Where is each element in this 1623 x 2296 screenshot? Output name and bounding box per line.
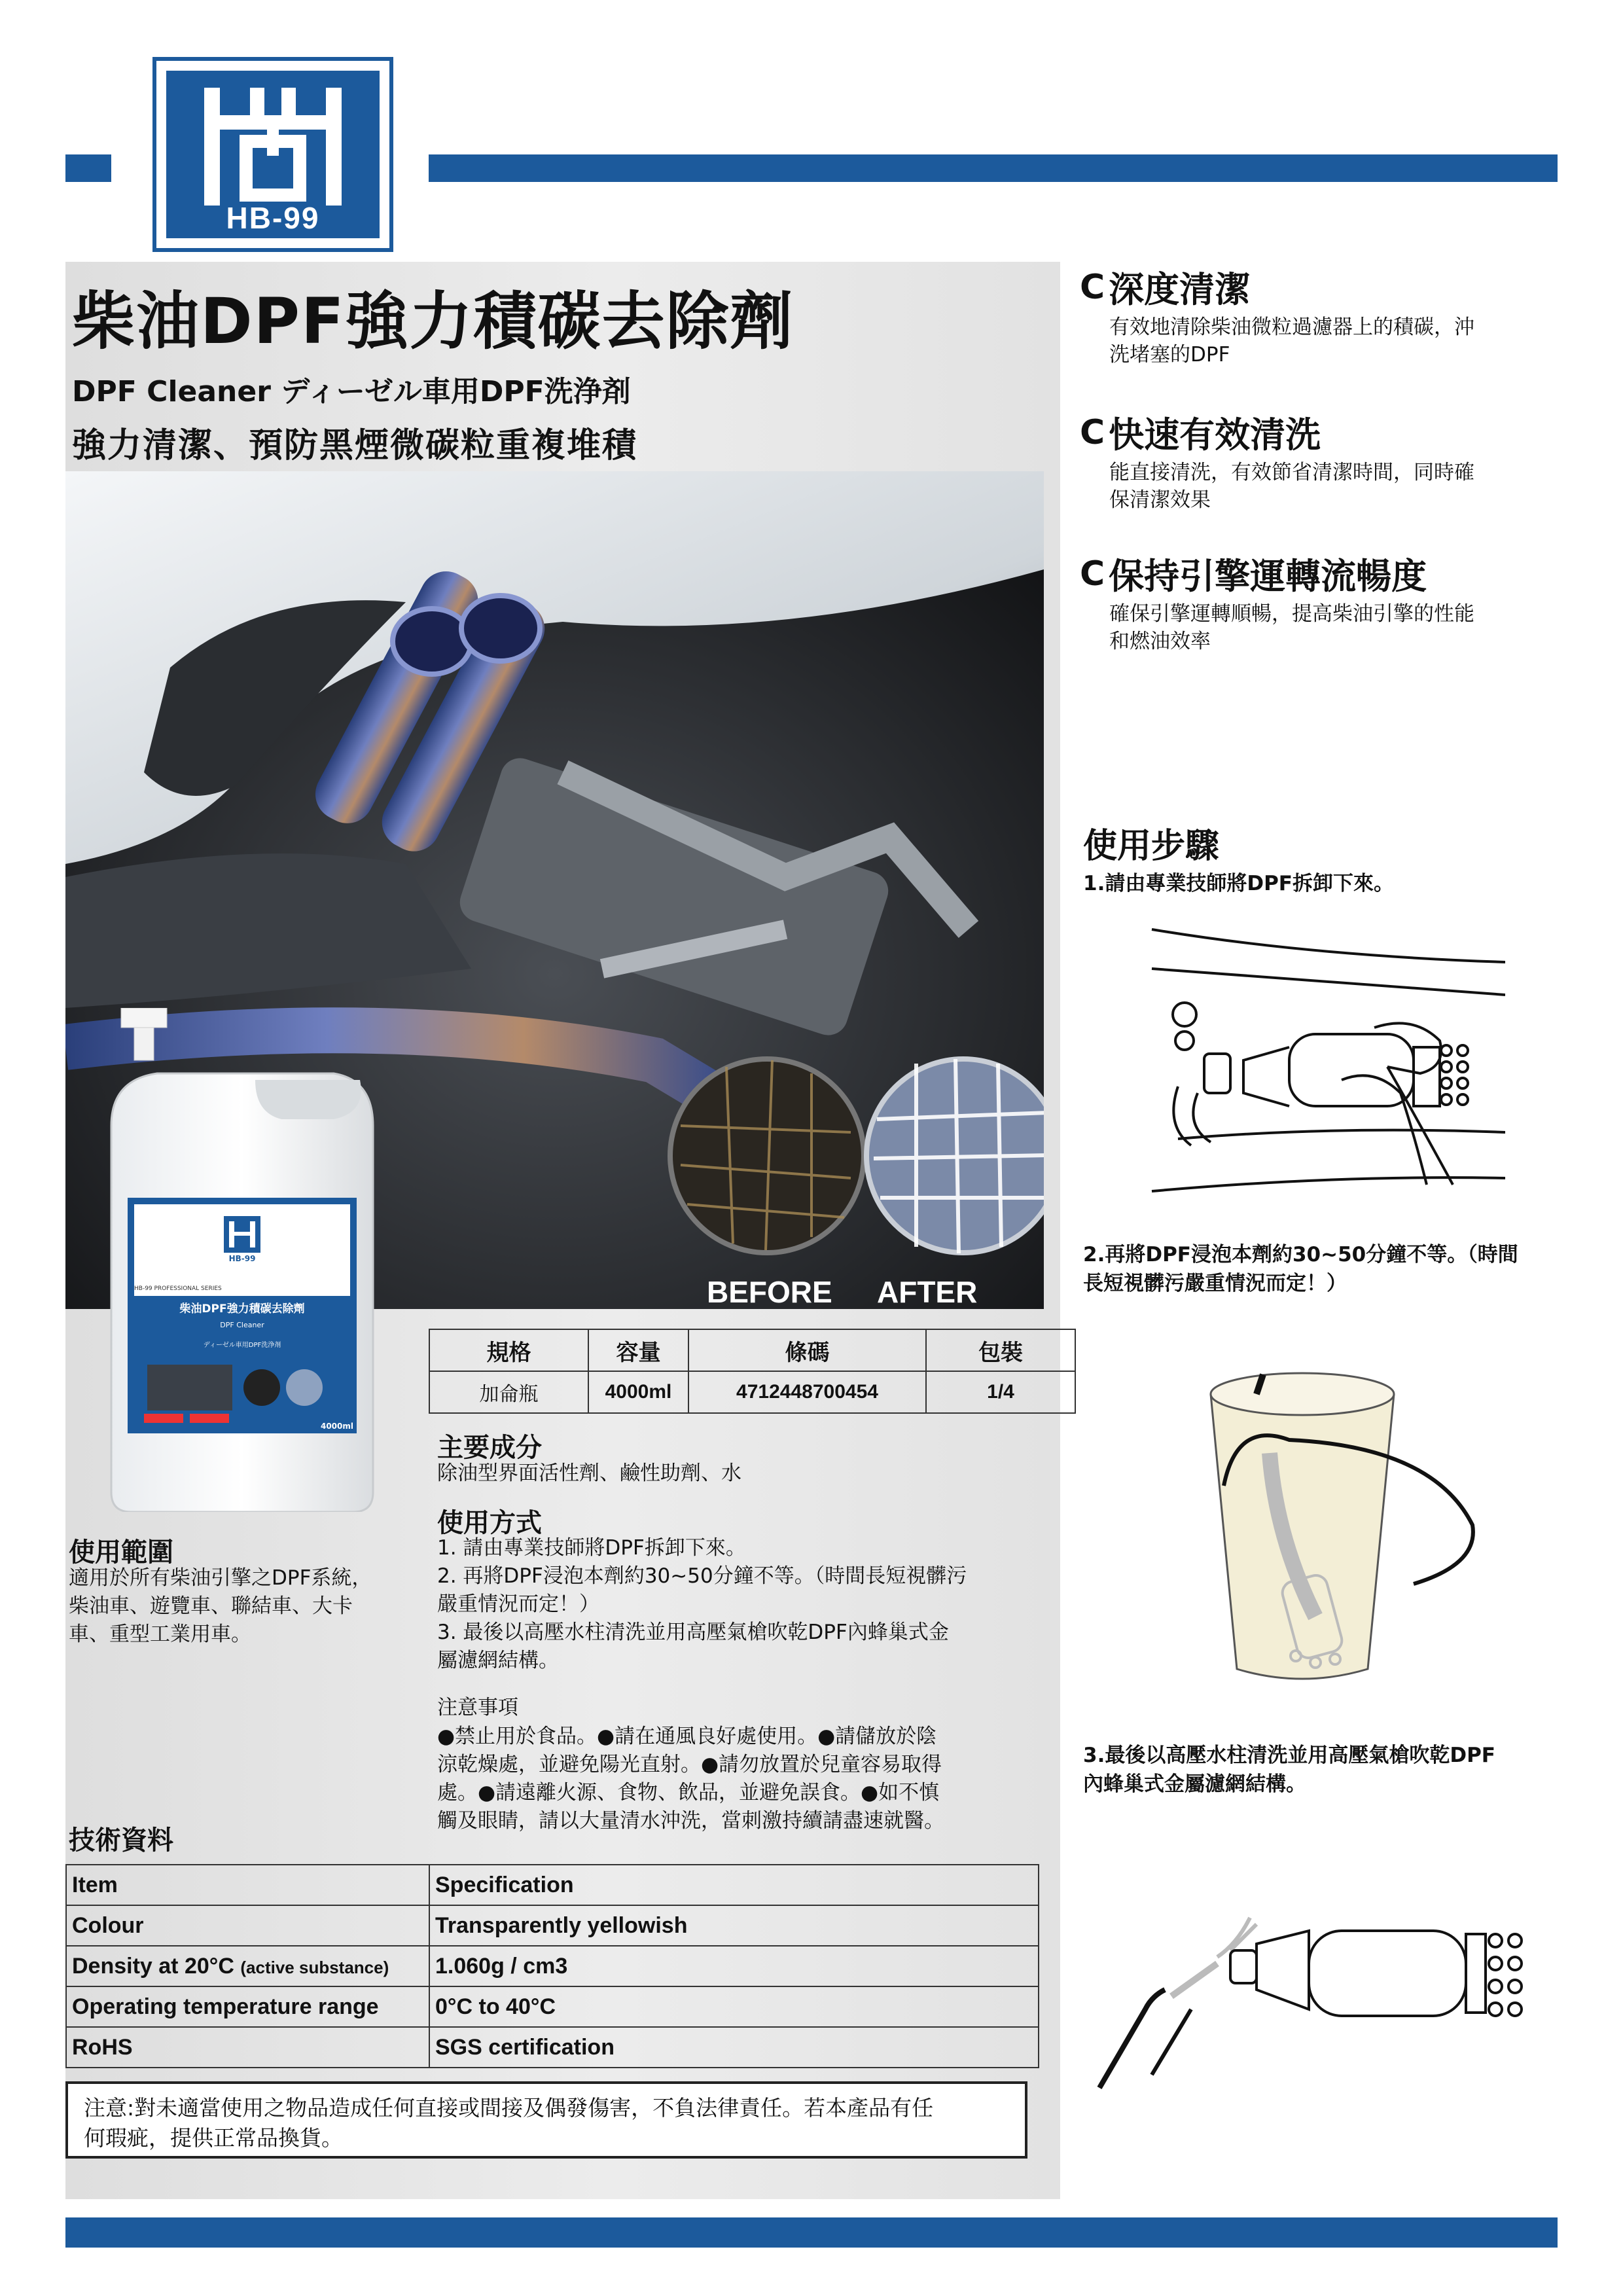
- step-1-illustration: [1139, 916, 1505, 1204]
- tech-cell: [66, 1946, 429, 1986]
- tech-table: [65, 1864, 1039, 2068]
- table-row: [66, 1946, 1039, 1986]
- feature-title: 快速有效清洗: [1109, 414, 1321, 456]
- tech-heading: 技術資料: [69, 1825, 173, 1856]
- step-1-text: [1083, 869, 1394, 898]
- step-line: 長短視髒污嚴重情況而定！）: [1083, 1272, 1347, 1295]
- step-2-text: [1083, 1240, 1518, 1298]
- spec-header: 規格: [429, 1329, 588, 1371]
- feature-body: [1109, 600, 1551, 655]
- product-tagline: 強力清潔、預防黑煙微碳粒重複堆積: [72, 426, 638, 465]
- c-mark-icon: C: [1080, 267, 1105, 307]
- tech-density-note: (active substance): [240, 1957, 389, 1977]
- steps-heading: 使用步驟: [1083, 827, 1220, 866]
- feature-line: 能直接清洗，有效節省清潔時間，同時確: [1109, 461, 1474, 484]
- step-line: 2.再將DPF浸泡本劑約30~50分鐘不等。（時間: [1083, 1243, 1518, 1266]
- step-2-illustration: [1198, 1368, 1486, 1682]
- bottle-name-en: DPF Cleaner: [220, 1321, 264, 1329]
- c-mark-icon: C: [1080, 412, 1105, 452]
- tech-cell: 1.060g / cm3: [429, 1946, 1039, 1986]
- spec-table: [429, 1329, 1076, 1414]
- table-row: [66, 1865, 1039, 1905]
- tech-cell: Colour: [66, 1905, 429, 1946]
- disclaimer-box: [65, 2081, 1027, 2159]
- feature-line: 確保引擎運轉順暢，提高柴油引擎的性能: [1109, 602, 1474, 626]
- scope-heading: 使用範圍: [69, 1537, 173, 1568]
- feature-3: [1080, 548, 1551, 655]
- caution-line: 涼乾燥處，並避免陽光直射。●請勿放置於兒童容易取得: [437, 1753, 942, 1776]
- after-label: [877, 1275, 977, 1309]
- feature-body: [1109, 459, 1551, 514]
- c-mark-icon: C: [1080, 554, 1105, 594]
- spec-cell: 4712448700454: [688, 1371, 926, 1413]
- usage-line: 3. 最後以高壓水柱清洗並用高壓氣槍吹乾DPF內蜂巢式金: [437, 1621, 949, 1644]
- feature-body: [1109, 314, 1551, 368]
- table-row: [66, 1905, 1039, 1946]
- step-line: 內蜂巢式金屬濾網結構。: [1083, 1772, 1306, 1796]
- usage-line: 1. 請由專業技師將DPF拆卸下來。: [437, 1536, 746, 1560]
- footer-bar: [65, 2217, 1558, 2248]
- spec-cell: 加侖瓶: [429, 1371, 588, 1413]
- feature-line: 洗堵塞的DPF: [1109, 343, 1230, 367]
- feature-1: [1080, 262, 1551, 368]
- step-line: 3.最後以高壓水柱清洗並用高壓氣槍吹乾DPF: [1083, 1744, 1495, 1767]
- caution-line: 處。●請遠離火源、食物、飲品，並避免誤食。●如不慎: [437, 1781, 940, 1804]
- tech-cell: 0°C to 40°C: [429, 1986, 1039, 2027]
- disclaimer-line: 何瑕疵，提供正常品換貨。: [84, 2125, 343, 2151]
- caution-line: 觸及眼睛，請以大量清水沖洗，當刺激持續請盡速就醫。: [437, 1809, 944, 1833]
- product-bottle: [98, 1008, 386, 1512]
- header-bar-right: [429, 154, 1558, 182]
- cautions-text: [437, 1723, 944, 1835]
- spec-header: 包裝: [926, 1329, 1075, 1371]
- spec-header: 容量: [588, 1329, 688, 1371]
- before-label: [707, 1275, 832, 1309]
- step-3-illustration: [1086, 1878, 1558, 2101]
- table-row: [66, 2027, 1039, 2068]
- feature-line: 和燃油效率: [1109, 630, 1211, 653]
- scope-line: 適用於所有柴油引擎之DPF系統，: [69, 1566, 372, 1590]
- spec-cell: 1/4: [926, 1371, 1075, 1413]
- bottle-logo-text: HB-99: [228, 1254, 256, 1263]
- bottle-volume: 4000ml: [320, 1422, 353, 1431]
- step-3-text: [1083, 1741, 1495, 1799]
- feature-title: 深度清潔: [1109, 269, 1251, 310]
- table-row: [66, 1986, 1039, 2027]
- tech-cell: Operating temperature range: [66, 1986, 429, 2027]
- caution-line: ●禁止用於食品。●請在通風良好處使用。●請儲放於陰: [437, 1725, 937, 1748]
- bottle-series: HB-99 PROFESSIONAL SERIES: [134, 1285, 222, 1292]
- ingredients-heading: 主要成分: [437, 1433, 542, 1463]
- feature-line: 保清潔效果: [1109, 488, 1211, 512]
- disclaimer-line: 注意:對未適當使用之物品造成任何直接或間接及偶發傷害，不負法律責任。若本產品有任: [84, 2095, 934, 2121]
- feature-2: [1080, 407, 1551, 514]
- svg-text:AFTER: AFTER: [877, 1275, 978, 1309]
- spec-header: 條碼: [688, 1329, 926, 1371]
- spec-cell: 4000ml: [588, 1371, 688, 1413]
- tech-cell: SGS certification: [429, 2027, 1039, 2068]
- step-line: 1.請由專業技師將DPF拆卸下來。: [1083, 872, 1394, 895]
- usage-line: 屬濾網結構。: [437, 1649, 559, 1672]
- spec-table-wrap: [429, 1329, 1076, 1414]
- ingredients-text: 除油型界面活性劑、鹼性助劑、水: [437, 1462, 741, 1485]
- scope-text: [69, 1564, 372, 1649]
- header-bar-left: [65, 154, 111, 182]
- bottle-name: 柴油DPF強力積碳去除劑: [179, 1302, 305, 1316]
- scope-line: 車、重型工業用車。: [69, 1623, 251, 1646]
- cautions-heading: 注意事項: [437, 1696, 518, 1719]
- tech-cell: Transparently yellowish: [429, 1905, 1039, 1946]
- product-subtitle: DPF Cleaner ディーゼル車用DPF洗浄剤: [72, 375, 631, 408]
- tech-cell: RoHS: [66, 2027, 429, 2068]
- tech-cell: Item: [66, 1865, 429, 1905]
- svg-text:BEFORE: BEFORE: [707, 1275, 832, 1309]
- feature-line: 有效地清除柴油微粒過濾器上的積碳，沖: [1109, 315, 1474, 339]
- usage-line: 嚴重情況而定！）: [437, 1592, 599, 1616]
- brand-logo: [152, 56, 394, 253]
- bottle-name-jp: ディーゼル車用DPF洗浄剤: [203, 1342, 281, 1349]
- tech-table-wrap: [65, 1864, 1039, 2068]
- usage-text: [437, 1534, 967, 1675]
- usage-line: 2. 再將DPF浸泡本劑約30~50分鐘不等。（時間長短視髒污: [437, 1564, 967, 1588]
- scope-line: 柴油車、遊覽車、聯結車、大卡: [69, 1594, 353, 1618]
- tech-density-label: Density at 20°C: [72, 1953, 234, 1979]
- brand-logo-text: HB-99: [226, 201, 320, 235]
- feature-title: 保持引擎運轉流暢度: [1109, 556, 1427, 597]
- usage-heading: 使用方式: [437, 1508, 542, 1538]
- product-title: 柴油DPF強力積碳去除劑: [72, 285, 794, 358]
- tech-cell: Specification: [429, 1865, 1039, 1905]
